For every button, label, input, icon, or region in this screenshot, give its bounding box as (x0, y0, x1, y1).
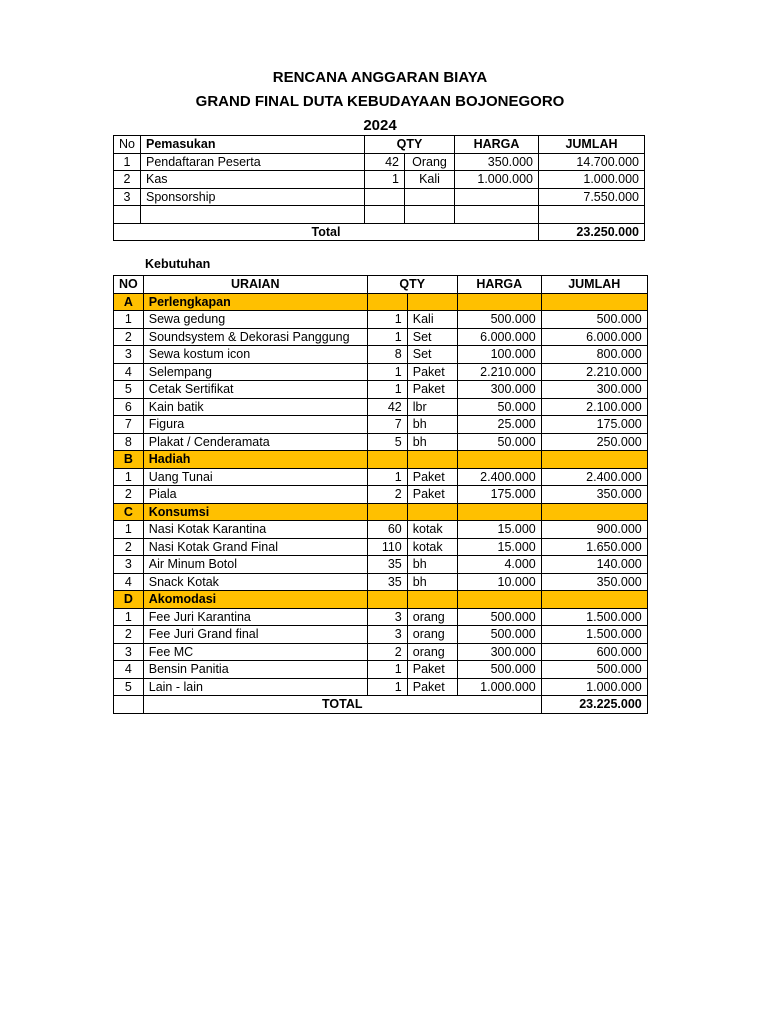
item-desc: Lain - lain (143, 678, 367, 696)
item-desc: Soundsystem & Dekorasi Panggung (143, 328, 367, 346)
item-qty: 1 (367, 678, 407, 696)
item-unit: Paket (407, 363, 457, 381)
item-desc: Bensin Panitia (143, 661, 367, 679)
item-qty: 1 (367, 468, 407, 486)
income-row-unit (404, 206, 454, 224)
item-unit: Kali (407, 311, 457, 329)
item-qty: 1 (367, 381, 407, 399)
item-qty: 3 (367, 626, 407, 644)
item-harga: 50.000 (457, 433, 541, 451)
expense-item-row (114, 346, 648, 364)
expense-item-row (114, 328, 648, 346)
item-no: 4 (114, 661, 144, 679)
item-unit: Paket (407, 381, 457, 399)
section-name: Perlengkapan (143, 293, 367, 311)
item-unit: bh (407, 416, 457, 434)
document-title (0, 66, 760, 138)
expense-item-row (114, 433, 648, 451)
expense-item-row (114, 398, 648, 416)
item-no: 5 (114, 381, 144, 399)
section-qty (367, 591, 407, 609)
title-line-3: 2024 (363, 117, 397, 134)
expense-item-row (114, 538, 648, 556)
income-row-harga: 350.000 (454, 153, 538, 171)
section-row (114, 451, 648, 469)
item-qty: 60 (367, 521, 407, 539)
income-row (114, 206, 645, 224)
item-no: 1 (114, 608, 144, 626)
item-desc: Fee Juri Grand final (143, 626, 367, 644)
income-row-no: 1 (114, 153, 141, 171)
expense-header-row (114, 276, 648, 294)
item-no: 2 (114, 328, 144, 346)
item-harga: 10.000 (457, 573, 541, 591)
section-harga (457, 591, 541, 609)
income-header-jumlah: JUMLAH (538, 136, 644, 154)
expense-item-row (114, 486, 648, 504)
item-jumlah: 2.400.000 (541, 468, 647, 486)
expense-item-row (114, 661, 648, 679)
item-qty: 1 (367, 363, 407, 381)
section-unit (407, 293, 457, 311)
income-total-row (114, 223, 645, 241)
item-unit: lbr (407, 398, 457, 416)
section-unit (407, 591, 457, 609)
income-row-no: 2 (114, 171, 141, 189)
item-harga: 1.000.000 (457, 678, 541, 696)
item-jumlah: 2.100.000 (541, 398, 647, 416)
item-desc: Fee Juri Karantina (143, 608, 367, 626)
section-qty (367, 451, 407, 469)
title-line-2: GRAND FINAL DUTA KEBUDAYAAN BOJONEGORO (195, 93, 565, 110)
expense-item-row (114, 416, 648, 434)
item-no: 2 (114, 538, 144, 556)
item-harga: 500.000 (457, 608, 541, 626)
expense-item-row (114, 521, 648, 539)
income-row-desc (140, 206, 364, 224)
income-row-qty (364, 206, 404, 224)
income-row-harga (454, 188, 538, 206)
expense-item-row (114, 311, 648, 329)
item-jumlah: 500.000 (541, 311, 647, 329)
income-row-unit: Kali (404, 171, 454, 189)
item-qty: 42 (367, 398, 407, 416)
section-qty (367, 293, 407, 311)
section-jumlah (541, 591, 647, 609)
item-unit: Paket (407, 661, 457, 679)
item-harga: 300.000 (457, 381, 541, 399)
item-no: 2 (114, 486, 144, 504)
item-no: 4 (114, 363, 144, 381)
item-desc: Uang Tunai (143, 468, 367, 486)
item-no: 1 (114, 468, 144, 486)
expense-item-row (114, 643, 648, 661)
item-desc: Air Minum Botol (143, 556, 367, 574)
item-unit: Paket (407, 468, 457, 486)
income-row-jumlah: 14.700.000 (538, 153, 644, 171)
item-no: 2 (114, 626, 144, 644)
item-jumlah: 500.000 (541, 661, 647, 679)
item-harga: 4.000 (457, 556, 541, 574)
expense-table (113, 275, 648, 714)
section-jumlah (541, 503, 647, 521)
expense-header-harga: HARGA (457, 276, 541, 294)
item-desc: Fee MC (143, 643, 367, 661)
income-row (114, 171, 645, 189)
expense-header-qty: QTY (367, 276, 457, 294)
expense-item-row (114, 678, 648, 696)
income-header-harga: HARGA (454, 136, 538, 154)
item-no: 3 (114, 346, 144, 364)
section-code: C (114, 503, 144, 521)
item-desc: Sewa kostum icon (143, 346, 367, 364)
expense-label: Kebutuhan (145, 257, 211, 271)
income-row-harga: 1.000.000 (454, 171, 538, 189)
income-row-desc: Kas (140, 171, 364, 189)
income-row-qty: 42 (364, 153, 404, 171)
item-desc: Kain batik (143, 398, 367, 416)
expense-total-spacer (114, 696, 144, 714)
expense-item-row (114, 626, 648, 644)
item-qty: 8 (367, 346, 407, 364)
income-row-unit: Orang (404, 153, 454, 171)
item-harga: 175.000 (457, 486, 541, 504)
item-qty: 5 (367, 433, 407, 451)
item-unit: Set (407, 346, 457, 364)
item-harga: 50.000 (457, 398, 541, 416)
item-jumlah: 350.000 (541, 486, 647, 504)
item-jumlah: 175.000 (541, 416, 647, 434)
income-total-value: 23.250.000 (538, 223, 644, 241)
item-no: 3 (114, 556, 144, 574)
section-name: Hadiah (143, 451, 367, 469)
income-row-no (114, 206, 141, 224)
section-harga (457, 293, 541, 311)
expense-total-value: 23.225.000 (541, 696, 647, 714)
item-jumlah: 600.000 (541, 643, 647, 661)
item-qty: 3 (367, 608, 407, 626)
section-row (114, 591, 648, 609)
income-row (114, 153, 645, 171)
item-unit: kotak (407, 538, 457, 556)
section-name: Konsumsi (143, 503, 367, 521)
item-qty: 1 (367, 328, 407, 346)
item-desc: Piala (143, 486, 367, 504)
item-unit: bh (407, 573, 457, 591)
item-jumlah: 140.000 (541, 556, 647, 574)
item-jumlah: 350.000 (541, 573, 647, 591)
item-no: 1 (114, 521, 144, 539)
item-no: 7 (114, 416, 144, 434)
expense-item-row (114, 608, 648, 626)
item-qty: 7 (367, 416, 407, 434)
section-unit (407, 503, 457, 521)
item-harga: 15.000 (457, 538, 541, 556)
expense-header-no: NO (114, 276, 144, 294)
item-unit: Set (407, 328, 457, 346)
income-header-no: No (114, 136, 141, 154)
item-unit: kotak (407, 521, 457, 539)
expense-total-row (114, 696, 648, 714)
income-row-qty: 1 (364, 171, 404, 189)
income-row (114, 188, 645, 206)
item-unit: bh (407, 556, 457, 574)
item-desc: Selempang (143, 363, 367, 381)
income-row-jumlah: 1.000.000 (538, 171, 644, 189)
expense-total-label: TOTAL (143, 696, 541, 714)
section-code: A (114, 293, 144, 311)
item-jumlah: 1.500.000 (541, 626, 647, 644)
item-harga: 2.210.000 (457, 363, 541, 381)
item-jumlah: 1.650.000 (541, 538, 647, 556)
item-jumlah: 1.500.000 (541, 608, 647, 626)
expense-item-row (114, 381, 648, 399)
expense-header-desc: URAIAN (143, 276, 367, 294)
item-harga: 6.000.000 (457, 328, 541, 346)
title-line-1: RENCANA ANGGARAN BIAYA (272, 69, 488, 86)
item-harga: 500.000 (457, 311, 541, 329)
item-desc: Figura (143, 416, 367, 434)
item-harga: 2.400.000 (457, 468, 541, 486)
income-table (113, 135, 645, 241)
income-row-jumlah (538, 206, 644, 224)
section-unit (407, 451, 457, 469)
expense-item-row (114, 468, 648, 486)
income-row-desc: Sponsorship (140, 188, 364, 206)
item-no: 6 (114, 398, 144, 416)
item-jumlah: 2.210.000 (541, 363, 647, 381)
section-harga (457, 451, 541, 469)
item-desc: Sewa gedung (143, 311, 367, 329)
item-jumlah: 1.000.000 (541, 678, 647, 696)
item-unit: Paket (407, 486, 457, 504)
item-qty: 110 (367, 538, 407, 556)
section-harga (457, 503, 541, 521)
item-qty: 2 (367, 486, 407, 504)
item-qty: 2 (367, 643, 407, 661)
income-header-qty: QTY (364, 136, 454, 154)
item-qty: 1 (367, 311, 407, 329)
item-unit: Paket (407, 678, 457, 696)
income-row-qty (364, 188, 404, 206)
item-harga: 500.000 (457, 661, 541, 679)
item-qty: 35 (367, 556, 407, 574)
income-header-row (114, 136, 645, 154)
item-jumlah: 900.000 (541, 521, 647, 539)
item-desc: Nasi Kotak Karantina (143, 521, 367, 539)
item-qty: 1 (367, 661, 407, 679)
income-row-unit (404, 188, 454, 206)
item-no: 1 (114, 311, 144, 329)
section-qty (367, 503, 407, 521)
item-harga: 15.000 (457, 521, 541, 539)
section-row (114, 293, 648, 311)
item-unit: orang (407, 643, 457, 661)
item-no: 4 (114, 573, 144, 591)
income-header-desc: Pemasukan (140, 136, 364, 154)
section-name: Akomodasi (143, 591, 367, 609)
section-code: D (114, 591, 144, 609)
item-qty: 35 (367, 573, 407, 591)
item-jumlah: 300.000 (541, 381, 647, 399)
income-row-desc: Pendaftaran Peserta (140, 153, 364, 171)
item-desc: Plakat / Cenderamata (143, 433, 367, 451)
item-harga: 100.000 (457, 346, 541, 364)
item-jumlah: 6.000.000 (541, 328, 647, 346)
item-desc: Nasi Kotak Grand Final (143, 538, 367, 556)
item-no: 5 (114, 678, 144, 696)
item-jumlah: 800.000 (541, 346, 647, 364)
section-jumlah (541, 293, 647, 311)
item-harga: 25.000 (457, 416, 541, 434)
income-row-jumlah: 7.550.000 (538, 188, 644, 206)
expense-header-jumlah: JUMLAH (541, 276, 647, 294)
item-jumlah: 250.000 (541, 433, 647, 451)
item-unit: orang (407, 626, 457, 644)
section-code: B (114, 451, 144, 469)
item-desc: Cetak Sertifikat (143, 381, 367, 399)
section-jumlah (541, 451, 647, 469)
income-row-harga (454, 206, 538, 224)
item-unit: orang (407, 608, 457, 626)
item-no: 3 (114, 643, 144, 661)
item-no: 8 (114, 433, 144, 451)
item-harga: 500.000 (457, 626, 541, 644)
expense-item-row (114, 573, 648, 591)
item-desc: Snack Kotak (143, 573, 367, 591)
income-row-no: 3 (114, 188, 141, 206)
expense-item-row (114, 363, 648, 381)
item-harga: 300.000 (457, 643, 541, 661)
item-unit: bh (407, 433, 457, 451)
expense-item-row (114, 556, 648, 574)
section-row (114, 503, 648, 521)
income-total-label: Total (114, 223, 539, 241)
